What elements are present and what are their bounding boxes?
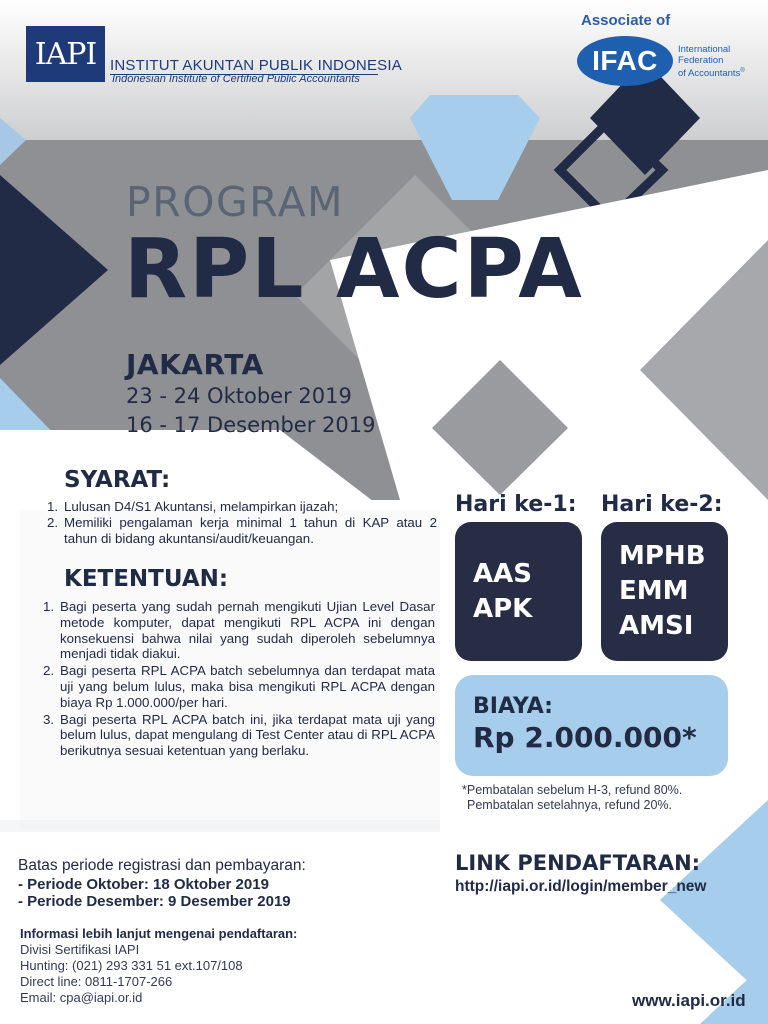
- list-item: [47, 499, 437, 515]
- ifac-line: Federation: [678, 54, 724, 66]
- day2-subjects-box: [601, 522, 728, 661]
- day1-subjects-box: [455, 522, 582, 661]
- registration-title: Batas periode registrasi dan pembayaran:: [18, 857, 306, 874]
- item-number: 1.: [47, 499, 59, 514]
- event-date: 23 - 24 Oktober 2019: [126, 384, 352, 408]
- item-number: 1.: [43, 599, 55, 614]
- info-line: Divisi Sertifikasi IAPI: [20, 942, 140, 957]
- registered-mark: ®: [740, 68, 745, 74]
- item-number: 2.: [47, 514, 59, 530]
- cancellation-note: *Pembatalan sebelum H-3, refund 80%.: [462, 783, 683, 797]
- list-item: [43, 663, 435, 710]
- item-text: Memiliki pengalaman kerja minimal 1 tahun di KAP atau 2 tahun di bidang akuntansi/audit/keuangan.: [64, 514, 437, 546]
- ifac-line: of Accountants®: [678, 68, 745, 80]
- registration-link[interactable]: http://iapi.or.id/login/member_new: [455, 878, 707, 895]
- ifac-logo-text: IFAC: [592, 45, 658, 76]
- contact-email[interactable]: Email: cpa@iapi.or.id: [20, 990, 143, 1005]
- info-title: Informasi lebih lanjut mengenai pendaftaran:: [20, 926, 298, 941]
- link-title: LINK PENDAFTARAN:: [455, 851, 701, 875]
- item-text: Bagi peserta RPL ACPA batch ini, jika terdapat mata uji yang belum lulus, dapat mengulang di Test Center atau di RPL ACPA berikutnya sesuai ketentuan yang berlaku.: [60, 711, 435, 759]
- page-title: RPL ACPA: [124, 222, 584, 317]
- day1-label: Hari ke-1:: [455, 492, 577, 517]
- info-line: Direct line: 0811-1707-266: [20, 974, 173, 989]
- ketentuan-heading: KETENTUAN:: [64, 566, 229, 592]
- cancellation-notes: [462, 783, 682, 813]
- item-text: Bagi peserta RPL ACPA batch sebelumnya dan terdapat mata uji yang belum lulus, maka bisa mengikuti RPL ACPA dengan biaya Rp 1.000.000/per hari.: [60, 663, 435, 710]
- subject-item: AAS: [473, 558, 532, 589]
- ifac-logo: [577, 36, 673, 86]
- subject-item: APK: [473, 593, 533, 624]
- fee-box: [455, 675, 728, 776]
- info-line: Hunting: (021) 293 331 51 ext.107/108: [20, 958, 243, 973]
- item-number: 2.: [43, 663, 55, 679]
- registration-deadline: - Periode Desember: 9 Desember 2019: [18, 893, 291, 910]
- item-text: Bagi peserta yang sudah pernah mengikuti Ujian Level Dasar metode komputer, dapat mengikuti RPL ACPA ini dengan konsekuensi bahwa nilai yang sudah diperoleh sebelumnya menjadi tidak diakui.: [60, 599, 435, 662]
- iapi-logo-text: IAPI: [34, 36, 97, 72]
- event-date: 16 - 17 Desember 2019: [126, 413, 376, 437]
- cancellation-note: Pembatalan setelahnya, refund 20%.: [467, 798, 672, 812]
- list-item: [47, 515, 437, 547]
- fee-value: Rp 2.000.000*: [473, 721, 697, 754]
- website-link[interactable]: www.iapi.or.id: [632, 991, 746, 1010]
- ifac-name: [678, 45, 768, 80]
- event-city: JAKARTA: [126, 348, 264, 381]
- iapi-logo: [26, 26, 105, 82]
- item-text: Lulusan D4/S1 Akuntansi, melampirkan ijazah;: [64, 499, 339, 514]
- registration-deadline: - Periode Oktober: 18 Oktober 2019: [18, 876, 269, 893]
- fee-label: BIAYA:: [473, 694, 553, 719]
- syarat-heading: SYARAT:: [64, 467, 171, 493]
- list-item: [43, 599, 435, 662]
- subject-item: AMSI: [619, 611, 694, 641]
- item-number: 3.: [43, 711, 55, 727]
- day2-label: Hari ke-2:: [601, 492, 723, 517]
- ketentuan-list: [43, 599, 435, 760]
- associate-label: Associate of: [581, 12, 671, 29]
- subject-item: EMM: [619, 576, 689, 606]
- org-subtitle: Indonesian Institute of Certified Public Accountants: [112, 73, 360, 85]
- list-item: [43, 712, 435, 759]
- program-label: PROGRAM: [126, 178, 345, 226]
- subject-item: MPHB: [619, 541, 706, 571]
- syarat-list: [47, 499, 437, 546]
- org-name: INSTITUT AKUNTAN PUBLIK INDONESIA: [110, 57, 402, 74]
- ifac-line: International: [678, 44, 731, 55]
